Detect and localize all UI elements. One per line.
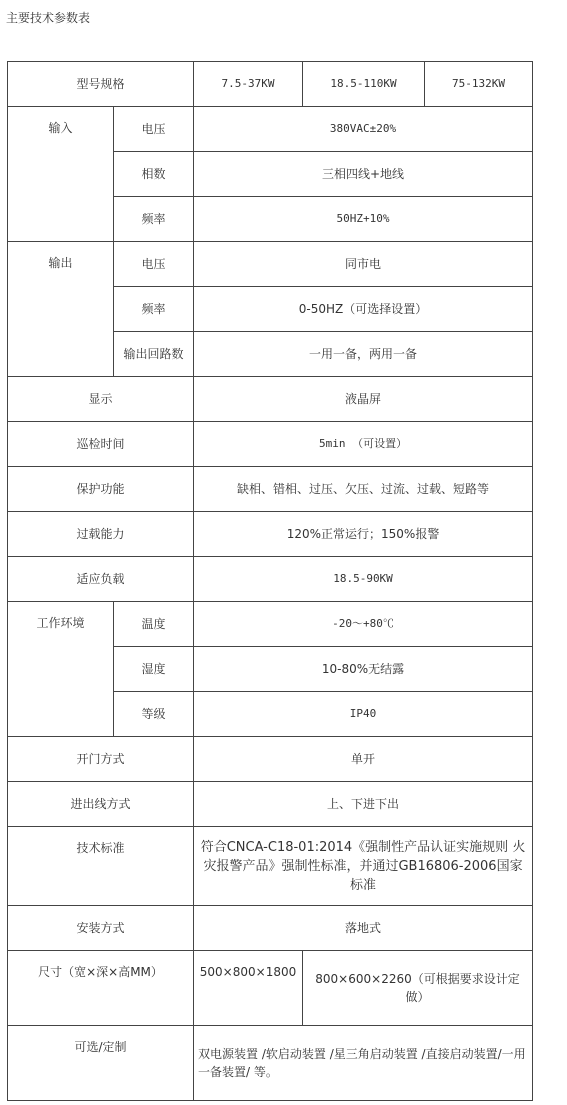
row-input-voltage	[8, 107, 533, 152]
row-standard	[8, 827, 533, 906]
model-3: 75-132KW	[425, 62, 533, 107]
row-custom	[8, 1026, 533, 1101]
env-grade-value: IP40	[194, 692, 533, 737]
page-heading: 主要技术参数表	[6, 11, 91, 25]
overload-label: 过载能力	[8, 512, 194, 557]
output-circuits-value: 一用一备，两用一备	[194, 332, 533, 377]
display-value: 液晶屏	[194, 377, 533, 422]
model-1: 7.5-37KW	[194, 62, 303, 107]
model-2: 18.5-110KW	[303, 62, 425, 107]
input-phase-label: 相数	[114, 152, 194, 197]
input-voltage-value: 380VAC±20%	[194, 107, 533, 152]
input-label: 输入	[8, 107, 114, 242]
custom-label: 可选/定制	[8, 1026, 194, 1101]
display-label: 显示	[8, 377, 194, 422]
input-phase-value: 三相四线+地线	[194, 152, 533, 197]
env-label: 工作环境	[8, 602, 114, 737]
door-value: 单开	[194, 737, 533, 782]
row-patrol	[8, 422, 533, 467]
load-label: 适应负载	[8, 557, 194, 602]
input-freq-value: 50HZ+10%	[194, 197, 533, 242]
patrol-value: 5min （可设置）	[194, 422, 533, 467]
size-value-b: 800×600×2260（可根据要求设计定做）	[303, 951, 533, 1026]
install-value: 落地式	[194, 906, 533, 951]
input-freq-label: 频率	[114, 197, 194, 242]
load-value: 18.5-90KW	[194, 557, 533, 602]
row-env-temp	[8, 602, 533, 647]
install-label: 安装方式	[8, 906, 194, 951]
cable-label: 进出线方式	[8, 782, 194, 827]
output-label: 输出	[8, 242, 114, 377]
output-voltage-label: 电压	[114, 242, 194, 287]
standard-label: 技术标准	[8, 827, 194, 906]
env-grade-label: 等级	[114, 692, 194, 737]
row-overload	[8, 512, 533, 557]
row-cable	[8, 782, 533, 827]
output-freq-value: 0-50HZ（可选择设置）	[194, 287, 533, 332]
model-label: 型号规格	[8, 62, 194, 107]
row-output-voltage	[8, 242, 533, 287]
protect-label: 保护功能	[8, 467, 194, 512]
output-freq-label: 频率	[114, 287, 194, 332]
custom-value: 双电源装置 /软启动装置 /星三角启动装置 /直接启动装置/一用一备装置/ 等。	[194, 1026, 533, 1101]
output-circuits-label: 输出回路数	[114, 332, 194, 377]
row-size	[8, 951, 533, 1026]
env-temp-value: -20～+80℃	[194, 602, 533, 647]
size-value-a: 500×800×1800	[194, 951, 303, 1026]
env-temp-label: 温度	[114, 602, 194, 647]
door-label: 开门方式	[8, 737, 194, 782]
standard-value: 符合CNCA-C18-01:2014《强制性产品认证实施规则 火灾报警产品》强制性标准，并通过GB16806-2006国家标准	[194, 827, 533, 906]
protect-value: 缺相、错相、过压、欠压、过流、过载、短路等	[194, 467, 533, 512]
row-protect	[8, 467, 533, 512]
patrol-label: 巡检时间	[8, 422, 194, 467]
row-load	[8, 557, 533, 602]
row-install	[8, 906, 533, 951]
size-label: 尺寸（宽×深×高MM）	[8, 951, 194, 1026]
spec-table	[7, 61, 533, 1101]
env-humid-label: 湿度	[114, 647, 194, 692]
overload-value: 120%正常运行；150%报警	[194, 512, 533, 557]
row-door	[8, 737, 533, 782]
row-model	[8, 62, 533, 107]
input-voltage-label: 电压	[114, 107, 194, 152]
output-voltage-value: 同市电	[194, 242, 533, 287]
env-humid-value: 10-80%无结露	[194, 647, 533, 692]
row-display	[8, 377, 533, 422]
cable-value: 上、下进下出	[194, 782, 533, 827]
